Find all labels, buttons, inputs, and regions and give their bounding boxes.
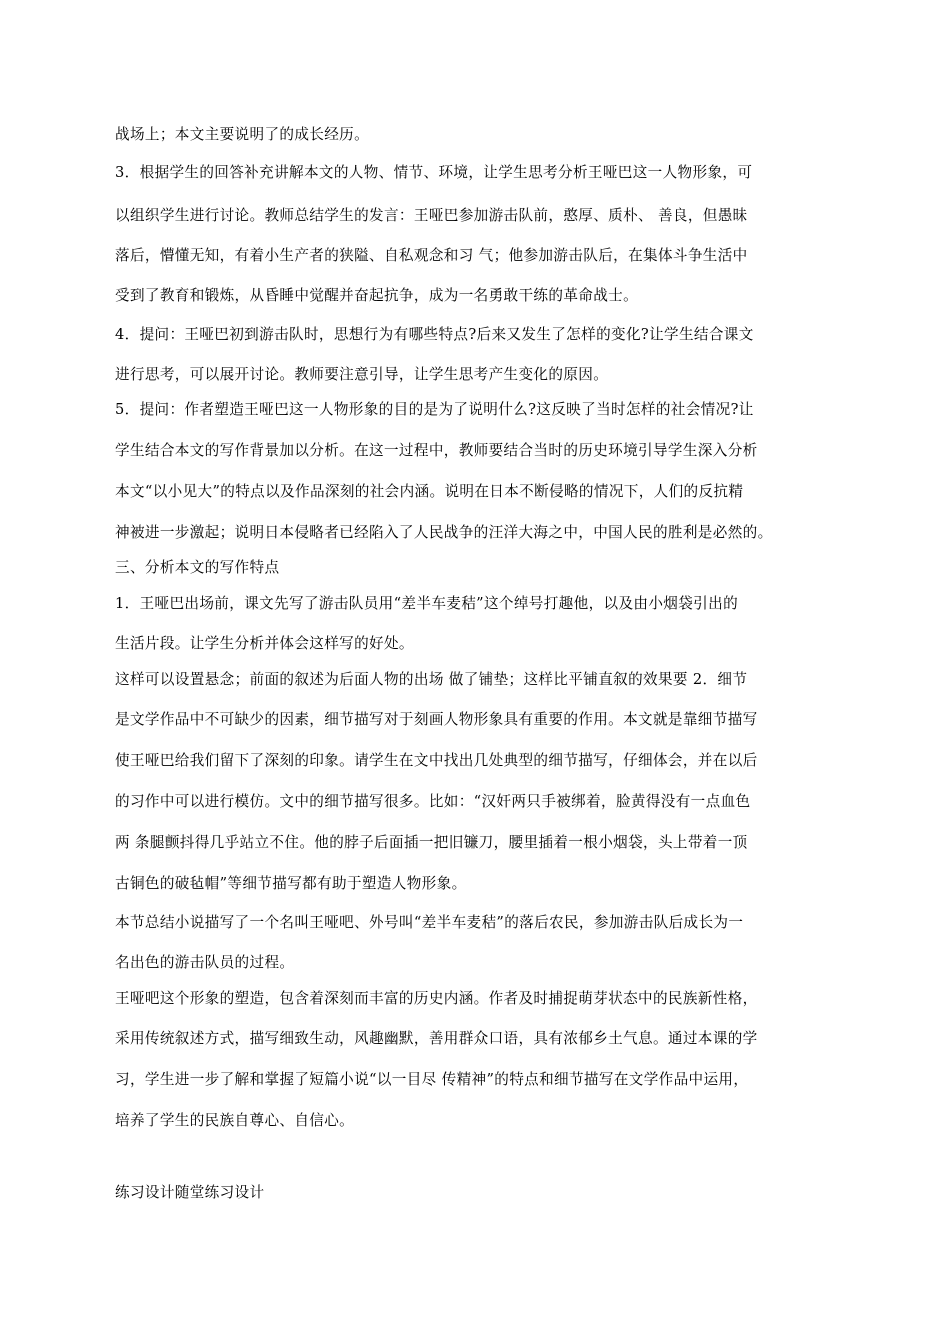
text-line-22: 王哑吧这个形象的塑造，包含着深刻而丰富的历史内涵。作者及时捕捉萌芽状态中的民族新性格， bbox=[115, 990, 758, 1007]
text-line-21: 名出色的游击队员的过程。 bbox=[115, 954, 295, 971]
text-line-2: 3．根据学生的回答补充讲解本文的人物、情节、环境，让学生思考分析王哑巴这一人物形象，可 bbox=[115, 164, 753, 181]
text-line-14: 这样可以设置悬念；前面的叙述为后面人物的出场 做了铺垫；这样比平铺直叙的效果要 2．细节 bbox=[115, 671, 748, 688]
text-line-25: 培养了学生的民族自尊心、自信心。 bbox=[115, 1112, 355, 1129]
text-line-6: 4．提问：王哑巴初到游击队时，思想行为有哪些特点?后来又发生了怎样的变化?让学生结合课文 bbox=[115, 326, 754, 343]
text-line-18: 两 条腿颤抖得几乎站立不住。他的脖子后面插一把旧镰刀，腰里插着一根小烟袋，头上带着一顶 bbox=[115, 834, 748, 851]
text-line-16: 使王哑巴给我们留下了深刻的印象。请学生在文中找出几处典型的细节描写，仔细体会，并在以后 bbox=[115, 752, 758, 769]
text-line-23: 采用传统叙述方式，描写细致生动，风趣幽默，善用群众口语，具有浓郁乡土气息。通过本课的学 bbox=[115, 1030, 758, 1047]
section-heading: 三、分析本文的写作特点 bbox=[115, 559, 280, 576]
text-line-10: 本文“以小见大”的特点以及作品深刻的社会内涵。说明在日本不断侵略的情况下，人们的反抗精 bbox=[115, 483, 744, 500]
text-line-4: 落后，懵懂无知，有着小生产者的狭隘、自私观念和习 气；他参加游击队后，在集体斗争生活中 bbox=[115, 247, 748, 264]
text-line-7: 进行思考，可以展开讨论。教师要注意引导，让学生思考产生变化的原因。 bbox=[115, 366, 609, 383]
text-line-19: 古铜色的破毡帽”等细节描写都有助于塑造人物形象。 bbox=[115, 875, 467, 892]
text-line-1: 战场上；本文主要说明了的成长经历。 bbox=[115, 126, 370, 143]
text-line-8: 5．提问：作者塑造王哑巴这一人物形象的目的是为了说明什么?这反映了当时怎样的社会情况?让 bbox=[115, 401, 754, 418]
practice-heading: 练习设计随堂练习设计 bbox=[115, 1184, 265, 1201]
text-line-12: 1．王哑巴出场前，课文先写了游击队员用“差半车麦秸”这个绰号打趣他，以及由小烟袋引出的 bbox=[115, 595, 739, 612]
text-line-15: 是文学作品中不可缺少的因素，细节描写对于刻画人物形象具有重要的作用。本文就是靠细节描写 bbox=[115, 711, 758, 728]
text-line-5: 受到了教育和锻炼，从昏睡中觉醒并奋起抗争，成为一名勇敢干练的革命战士。 bbox=[115, 287, 639, 304]
text-line-20: 本节总结小说描写了一个名叫王哑吧、外号叫“差半车麦秸”的落后农民，参加游击队后成长为一 bbox=[115, 914, 744, 931]
text-line-11: 神被进一步激起；说明日本侵略者已经陷入了人民战争的汪洋大海之中，中国人民的胜利是必然的。 bbox=[115, 524, 773, 541]
text-line-3: 以组织学生进行讨论。教师总结学生的发言：王哑巴参加游击队前，憨厚、质朴、 善良，但愚昧 bbox=[115, 207, 748, 224]
text-line-24: 习，学生进一步了解和掌握了短篇小说“以一目尽 传精神”的特点和细节描写在文学作品中运用， bbox=[115, 1071, 749, 1088]
text-line-17: 的习作中可以进行模仿。文中的细节描写很多。比如：“汉奸两只手被绑着，脸黄得没有一点血色 bbox=[115, 793, 751, 810]
text-line-13: 生活片段。让学生分析并体会这样写的好处。 bbox=[115, 635, 414, 652]
text-line-9: 学生结合本文的写作背景加以分析。在这一过程中，教师要结合当时的历史环境引导学生深入分析 bbox=[115, 442, 758, 459]
